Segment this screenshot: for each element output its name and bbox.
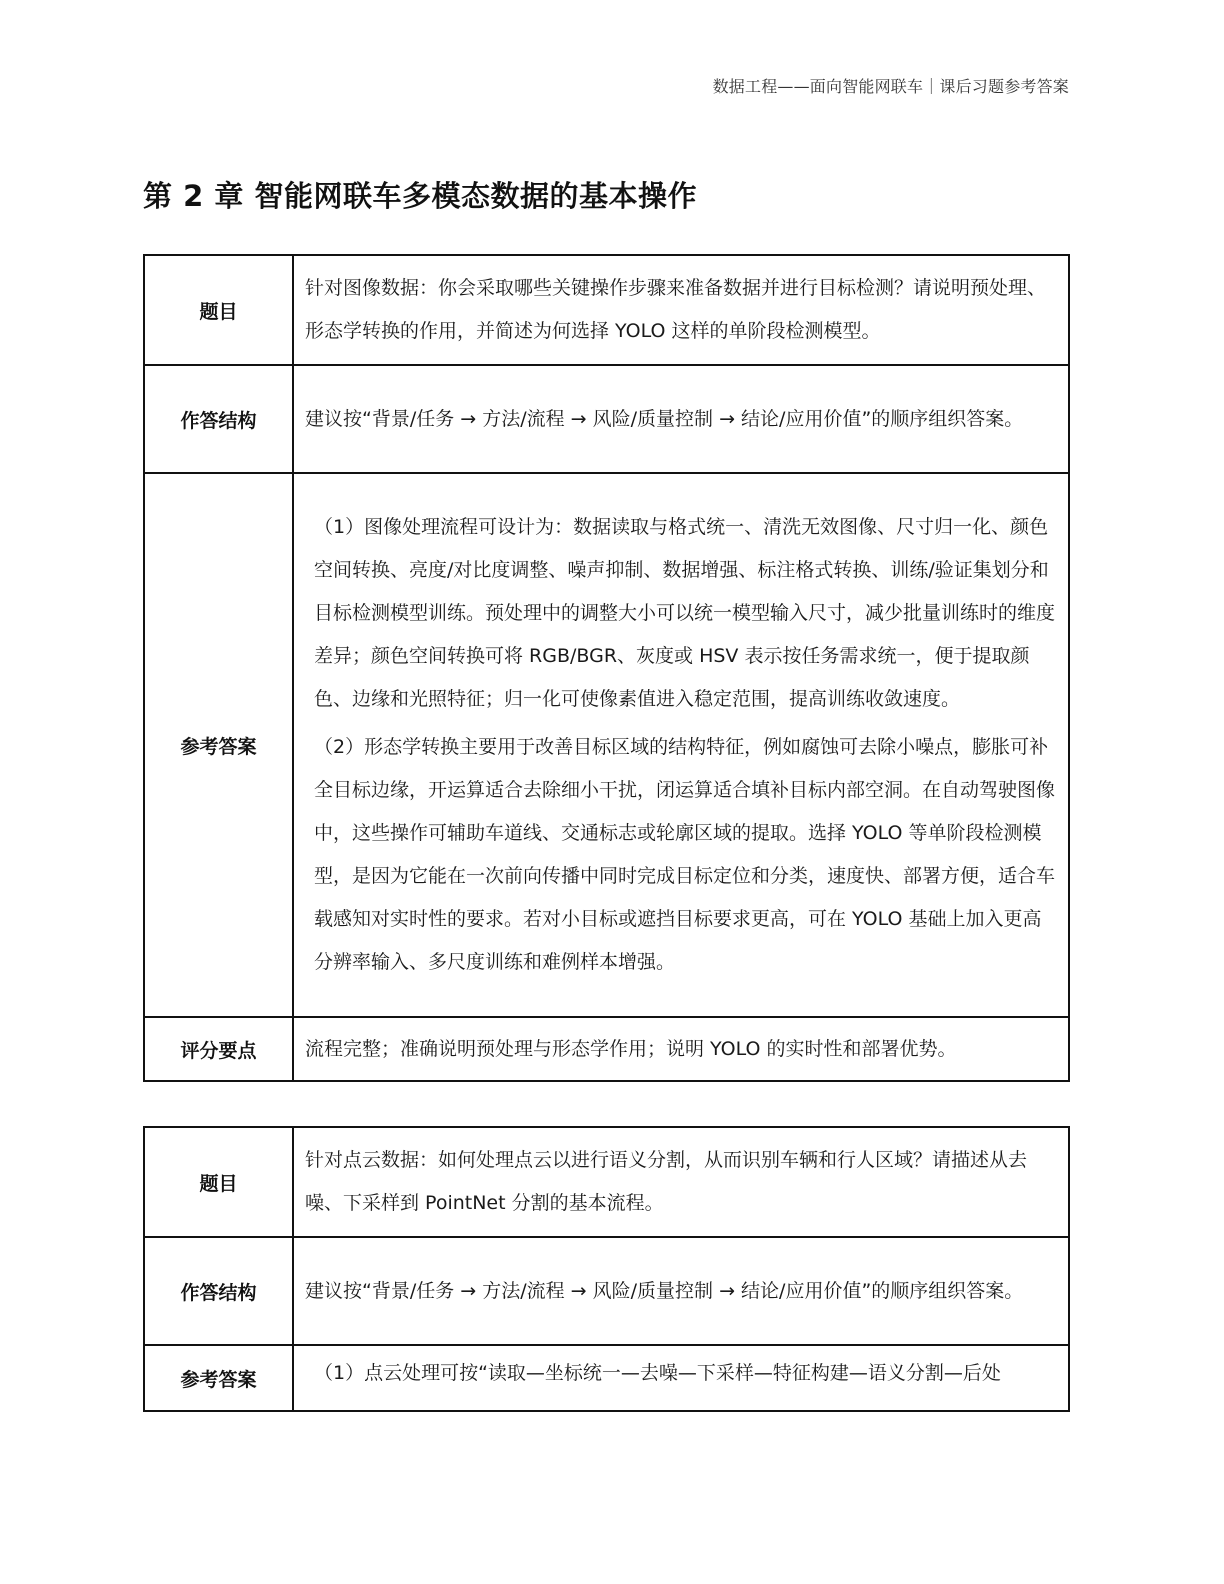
question-row bbox=[144, 1127, 1069, 1237]
question-text: 针对点云数据：如何处理点云以进行语义分割，从而识别车辆和行人区域？请描述从去噪、下采样到 PointNet 分割的基本流程。 bbox=[293, 1127, 1069, 1237]
answer-text bbox=[293, 473, 1069, 1017]
answer-paragraph-1: （1）点云处理可按“读取—坐标统一—去噪—下采样—特征构建—语义分割—后处 bbox=[314, 1362, 1001, 1384]
exercise-table-1 bbox=[143, 254, 1070, 1082]
question-label: 题目 bbox=[144, 255, 293, 365]
answer-row bbox=[144, 473, 1069, 1017]
structure-row bbox=[144, 1237, 1069, 1345]
question-text: 针对图像数据：你会采取哪些关键操作步骤来准备数据并进行目标检测？请说明预处理、形态学转换的作用，并简述为何选择 YOLO 这样的单阶段检测模型。 bbox=[293, 255, 1069, 365]
answer-row bbox=[144, 1345, 1069, 1411]
exercise-table-2 bbox=[143, 1126, 1070, 1412]
scoring-row bbox=[144, 1017, 1069, 1081]
structure-row bbox=[144, 365, 1069, 473]
answer-paragraph-2: （2）形态学转换主要用于改善目标区域的结构特征，例如腐蚀可去除小噪点，膨胀可补全目标边缘，开运算适合去除细小干扰，闭运算适合填补目标内部空洞。在自动驾驶图像中，这些操作可辅助车道线、交通标志或轮廓区域的提取。选择 YOLO 等单阶段检测模型，是因为它能在一次前向传播中同时完成目标定位和分类，速度快、部署方便，适合车载感知对实时性的要求。若对小目标或遮挡目标要求更高，可在 YOLO 基础上加入更高分辨率输入、多尺度训练和难例样本增强。 bbox=[314, 736, 1056, 973]
structure-label: 作答结构 bbox=[144, 1237, 293, 1345]
answer-text bbox=[293, 1345, 1069, 1411]
question-row bbox=[144, 255, 1069, 365]
answer-paragraph-1: （1）图像处理流程可设计为：数据读取与格式统一、清洗无效图像、尺寸归一化、颜色空间转换、亮度/对比度调整、噪声抑制、数据增强、标注格式转换、训练/验证集划分和目标检测模型训练。预处理中的调整大小可以统一模型输入尺寸，减少批量训练时的维度差异；颜色空间转换可将 RGB/BGR、灰度或 HSV 表示按任务需求统一，便于提取颜色、边缘和光照特征；归一化可使像素值进入稳定范围，提高训练收敛速度。 bbox=[314, 516, 1056, 710]
structure-text: 建议按“背景/任务 → 方法/流程 → 风险/质量控制 → 结论/应用价值”的顺序组织答案。 bbox=[293, 365, 1069, 473]
scoring-label: 评分要点 bbox=[144, 1017, 293, 1081]
structure-text: 建议按“背景/任务 → 方法/流程 → 风险/质量控制 → 结论/应用价值”的顺序组织答案。 bbox=[293, 1237, 1069, 1345]
running-header: 数据工程——面向智能网联车｜课后习题参考答案 bbox=[712, 77, 1069, 96]
answer-label: 参考答案 bbox=[144, 1345, 293, 1411]
question-label: 题目 bbox=[144, 1127, 293, 1237]
answer-label: 参考答案 bbox=[144, 473, 293, 1017]
structure-label: 作答结构 bbox=[144, 365, 293, 473]
chapter-title: 第 2 章 智能网联车多模态数据的基本操作 bbox=[143, 179, 697, 213]
scoring-text: 流程完整；准确说明预处理与形态学作用；说明 YOLO 的实时性和部署优势。 bbox=[293, 1017, 1069, 1081]
